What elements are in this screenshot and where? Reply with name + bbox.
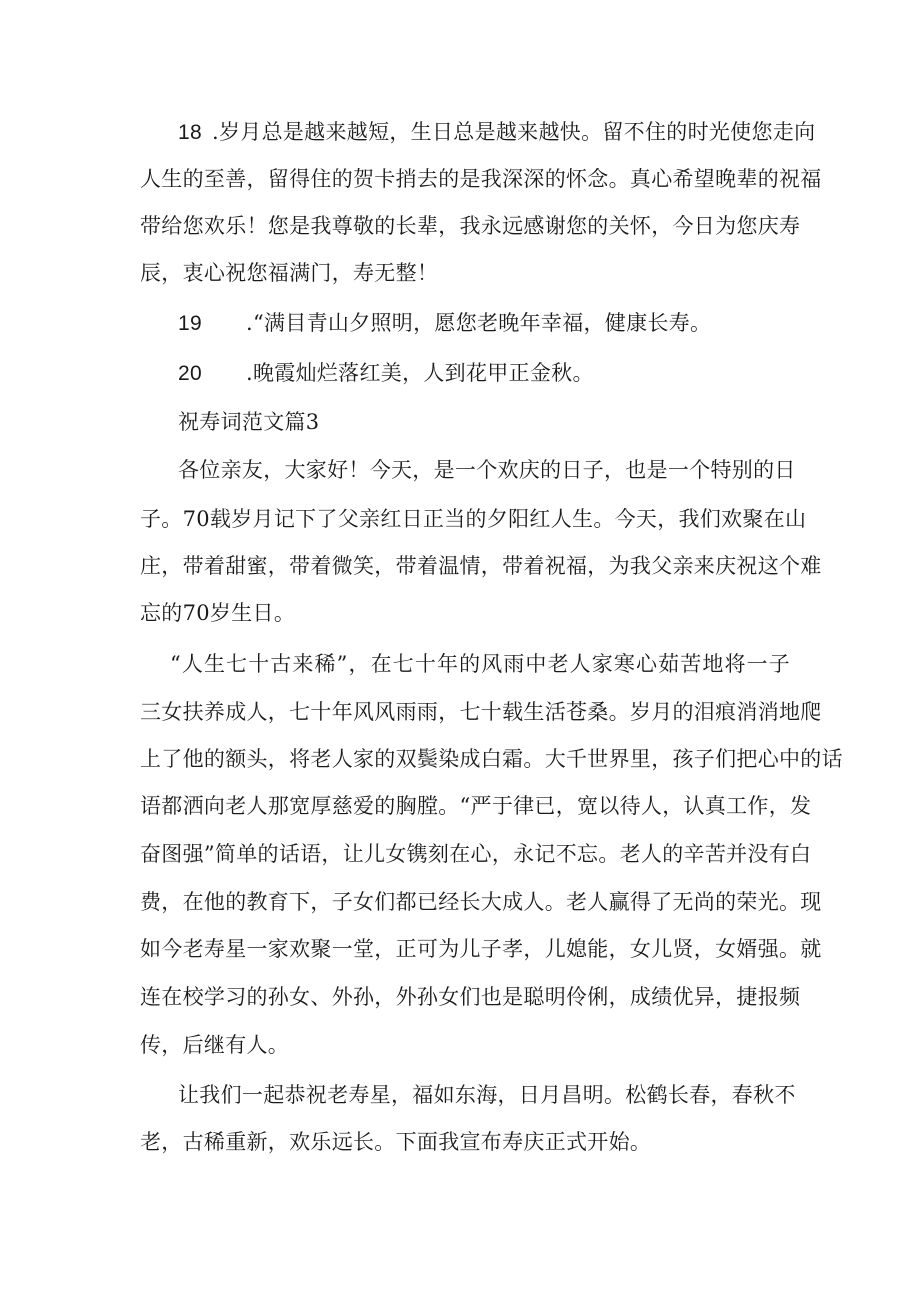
paragraph-2-line-5: 奋图强”简单的话语，让儿女镌刻在心，永记不忘。老人的辛苦并没有白 — [140, 842, 812, 866]
paragraph-2-line-9: 传，后继有人。 — [140, 1033, 290, 1057]
paragraph-2-line-2: 三女扶养成人，七十年风风雨雨，七十载生活苍桑。岁月的泪痕消消地爬 — [140, 700, 822, 724]
paragraph-3-line-1: 让我们一起恭祝老寿星，福如东海，日月昌明。松鹤长春，春秋不 — [178, 1083, 796, 1107]
item-18-line-3: 带给您欢乐！您是我尊敬的长辈，我永远感谢您的关怀，今日为您庆寿 — [140, 214, 801, 238]
item-18-number: 18 — [178, 121, 202, 144]
item-18-line-4: 辰，衷心祝您福满门，寿无整！ — [140, 261, 439, 285]
item-19-text: .“满目青山夕照明，愿您老晚年幸福，健康长寿。 — [246, 311, 712, 335]
paragraph-1-line-2: 子。70载岁月记下了父亲红日正当的夕阳红人生。今天，我们欢聚在山 — [140, 507, 807, 531]
item-19 — [178, 308, 790, 339]
paragraph-2-line-6: 费，在他的教育下，子女们都已经长大成人。老人赢得了无尚的荣光。现 — [140, 890, 822, 914]
paragraph-2-line-3: 上了他的额头，将老人家的双鬓染成白霜。大千世界里，孩子们把心中的话 — [140, 747, 843, 771]
paragraph-1-line-4: 忘的70岁生日。 — [140, 601, 296, 625]
item-18-line-1 — [178, 117, 816, 148]
paragraph-3-line-2: 老，古稀重新，欢乐远长。下面我宣布寿庆正式开始。 — [140, 1130, 652, 1154]
item-20-text: .晚霞灿烂落红美，人到花甲正金秋。 — [246, 361, 594, 385]
item-20-number: 20 — [178, 362, 202, 385]
item-18-line-2: 人生的至善，留得住的贺卡捎去的是我深深的怀念。真心希望晚辈的祝福 — [140, 167, 822, 191]
paragraph-2-line-4: 语都洒向老人那宽厚慈爱的胸膛。“严于律已，宽以待人，认真工作，发 — [140, 794, 812, 818]
paragraph-2-line-8: 连在校学习的孙女、外孙，外孙女们也是聪明伶俐，成绩优异，捷报频 — [140, 985, 801, 1009]
item-18-text-line-1: .岁月总是越来越短，生日总是越来越快。留不住的时光使您走向 — [212, 120, 816, 144]
section-title: 祝寿词范文篇3 — [178, 410, 320, 434]
paragraph-1-line-3: 庄，带着甜蜜，带着微笑，带着温情，带着祝福，为我父亲来庆祝这个难 — [140, 554, 822, 578]
item-20 — [178, 358, 790, 389]
paragraph-1-line-1: 各位亲友，大家好！今天，是一个欢庆的日子，也是一个特别的日 — [178, 458, 796, 482]
item-19-number: 19 — [178, 312, 202, 335]
paragraph-2-line-1: “人生七十古来稀”，在七十年的风雨中老人家寒心茹苦地将一子 — [170, 652, 790, 676]
paragraph-2-line-7: 如今老寿星一家欢聚一堂，正可为儿子孝，儿媳能，女儿贤，女婿强。就 — [140, 937, 822, 961]
